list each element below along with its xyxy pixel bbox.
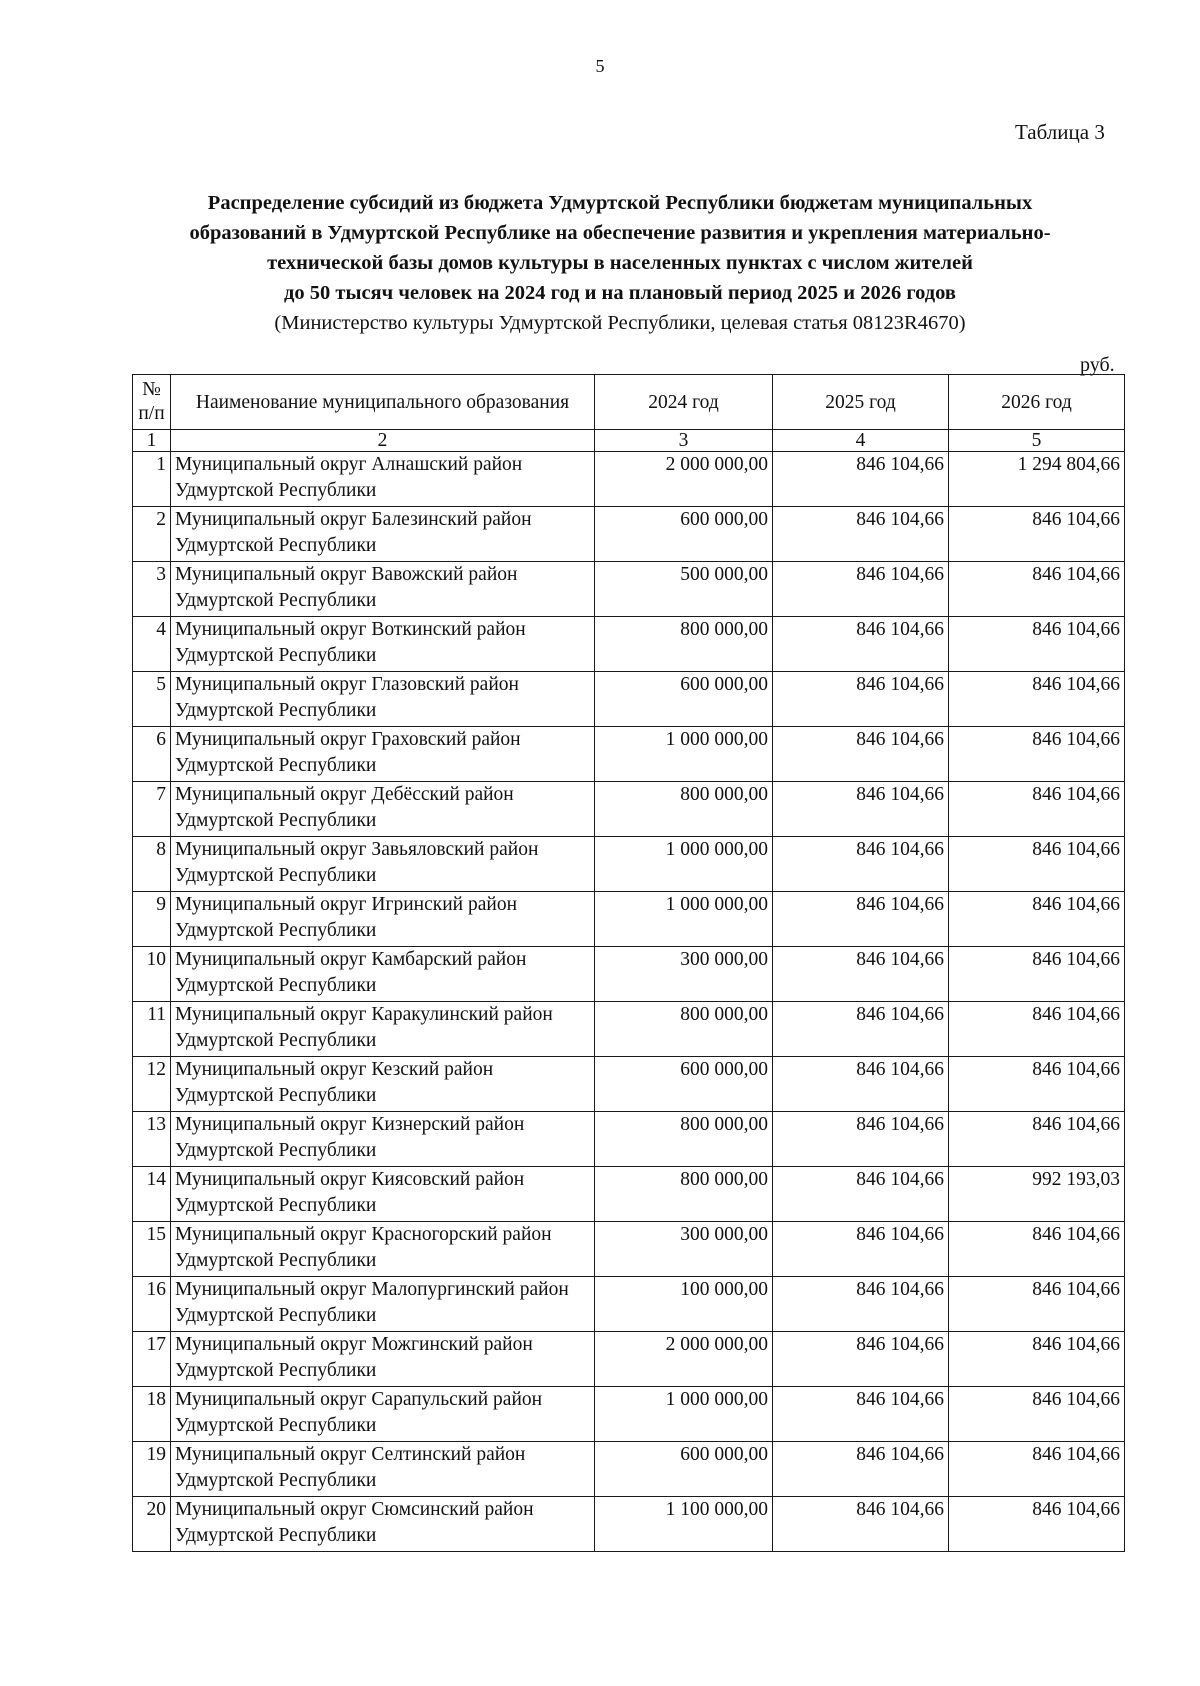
- table-row: [133, 452, 1125, 507]
- row-number: 5: [133, 672, 171, 727]
- title-line: до 50 тысяч человек на 2024 год и на плановый период 2025 и 2026 годов: [284, 282, 956, 304]
- header-2024: 2024 год: [595, 375, 773, 430]
- row-number: 20: [133, 1497, 171, 1552]
- value-2024: 800 000,00: [595, 1112, 773, 1167]
- value-2025: 846 104,66: [773, 1002, 949, 1057]
- value-2026: 846 104,66: [949, 1277, 1125, 1332]
- value-2024: 300 000,00: [595, 1222, 773, 1277]
- row-number: 10: [133, 947, 171, 1002]
- document-subtitle: (Министерство культуры Удмуртской Республики, целевая статья 08123R4670): [274, 312, 966, 334]
- municipality-name: Муниципальный округ Сюмсинский район Удмуртской Республики: [171, 1497, 595, 1552]
- municipality-name: Муниципальный округ Глазовский район Удмуртской Республики: [171, 672, 595, 727]
- row-number: 2: [133, 507, 171, 562]
- value-2024: 1 000 000,00: [595, 837, 773, 892]
- row-number: 8: [133, 837, 171, 892]
- table-row: [133, 562, 1125, 617]
- table-row: [133, 837, 1125, 892]
- table-row: [133, 1002, 1125, 1057]
- value-2024: 1 000 000,00: [595, 892, 773, 947]
- table-row: [133, 727, 1125, 782]
- column-index-row: [133, 430, 1125, 452]
- municipality-name: Муниципальный округ Красногорский район Удмуртской Республики: [171, 1222, 595, 1277]
- value-2026: 846 104,66: [949, 1002, 1125, 1057]
- units-label: руб.: [1080, 354, 1115, 376]
- value-2026: 992 193,03: [949, 1167, 1125, 1222]
- value-2026: 846 104,66: [949, 1387, 1125, 1442]
- row-number: 19: [133, 1442, 171, 1497]
- value-2025: 846 104,66: [773, 1057, 949, 1112]
- header-2026: 2026 год: [949, 375, 1125, 430]
- value-2026: 846 104,66: [949, 947, 1125, 1002]
- table-row: [133, 1332, 1125, 1387]
- municipality-name: Муниципальный округ Камбарский район Удмуртской Республики: [171, 947, 595, 1002]
- column-index: 5: [949, 430, 1125, 452]
- table-row: [133, 1277, 1125, 1332]
- value-2025: 846 104,66: [773, 1277, 949, 1332]
- value-2025: 846 104,66: [773, 1112, 949, 1167]
- subsidy-table: [132, 374, 1125, 1552]
- row-number: 16: [133, 1277, 171, 1332]
- title-line: технической базы домов культуры в населенных пунктах с числом жителей: [267, 252, 973, 274]
- table-label: Таблица 3: [1015, 120, 1105, 144]
- value-2024: 300 000,00: [595, 947, 773, 1002]
- value-2026: 846 104,66: [949, 1497, 1125, 1552]
- value-2025: 846 104,66: [773, 507, 949, 562]
- municipality-name: Муниципальный округ Можгинский район Удмуртской Республики: [171, 1332, 595, 1387]
- value-2026: 846 104,66: [949, 1222, 1125, 1277]
- value-2024: 600 000,00: [595, 507, 773, 562]
- table-row: [133, 892, 1125, 947]
- value-2024: 800 000,00: [595, 782, 773, 837]
- municipality-name: Муниципальный округ Граховский район Удмуртской Республики: [171, 727, 595, 782]
- value-2025: 846 104,66: [773, 1442, 949, 1497]
- table-row: [133, 672, 1125, 727]
- column-index: 3: [595, 430, 773, 452]
- row-number: 3: [133, 562, 171, 617]
- value-2024: 1 000 000,00: [595, 727, 773, 782]
- table-row: [133, 617, 1125, 672]
- table-row: [133, 1057, 1125, 1112]
- value-2026: 846 104,66: [949, 617, 1125, 672]
- title-line: Распределение субсидий из бюджета Удмуртской Республики бюджетам муниципальных: [207, 192, 1033, 214]
- column-index: 1: [133, 430, 171, 452]
- value-2024: 800 000,00: [595, 617, 773, 672]
- table-row: [133, 1222, 1125, 1277]
- value-2025: 846 104,66: [773, 1222, 949, 1277]
- municipality-name: Муниципальный округ Воткинский район Удмуртской Республики: [171, 617, 595, 672]
- value-2026: 846 104,66: [949, 1442, 1125, 1497]
- value-2024: 800 000,00: [595, 1167, 773, 1222]
- municipality-name: Муниципальный округ Кезский район Удмуртской Республики: [171, 1057, 595, 1112]
- document-title: [130, 188, 1110, 338]
- header-name: Наименование муниципального образования: [171, 375, 595, 430]
- municipality-name: Муниципальный округ Киясовский район Удмуртской Республики: [171, 1167, 595, 1222]
- value-2026: 1 294 804,66: [949, 452, 1125, 507]
- table-header-row: [133, 375, 1125, 430]
- municipality-name: Муниципальный округ Вавожский район Удмуртской Республики: [171, 562, 595, 617]
- row-number: 18: [133, 1387, 171, 1442]
- value-2025: 846 104,66: [773, 672, 949, 727]
- title-line: образований в Удмуртской Республике на обеспечение развития и укрепления материально-: [189, 222, 1051, 244]
- municipality-name: Муниципальный округ Алнашский район Удмуртской Республики: [171, 452, 595, 507]
- municipality-name: Муниципальный округ Сарапульский район Удмуртской Республики: [171, 1387, 595, 1442]
- value-2024: 600 000,00: [595, 1442, 773, 1497]
- value-2024: 1 000 000,00: [595, 1387, 773, 1442]
- row-number: 4: [133, 617, 171, 672]
- value-2026: 846 104,66: [949, 672, 1125, 727]
- value-2024: 600 000,00: [595, 672, 773, 727]
- value-2024: 100 000,00: [595, 1277, 773, 1332]
- value-2024: 2 000 000,00: [595, 1332, 773, 1387]
- row-number: 9: [133, 892, 171, 947]
- value-2026: 846 104,66: [949, 1057, 1125, 1112]
- municipality-name: Муниципальный округ Селтинский район Удмуртской Республики: [171, 1442, 595, 1497]
- table-row: [133, 1497, 1125, 1552]
- value-2025: 846 104,66: [773, 1497, 949, 1552]
- value-2026: 846 104,66: [949, 507, 1125, 562]
- value-2026: 846 104,66: [949, 782, 1125, 837]
- value-2025: 846 104,66: [773, 1167, 949, 1222]
- value-2025: 846 104,66: [773, 617, 949, 672]
- row-number: 7: [133, 782, 171, 837]
- value-2025: 846 104,66: [773, 1332, 949, 1387]
- row-number: 6: [133, 727, 171, 782]
- table-row: [133, 1387, 1125, 1442]
- row-number: 15: [133, 1222, 171, 1277]
- value-2025: 846 104,66: [773, 947, 949, 1002]
- value-2026: 846 104,66: [949, 892, 1125, 947]
- value-2024: 500 000,00: [595, 562, 773, 617]
- column-index: 2: [171, 430, 595, 452]
- table-body: [133, 452, 1125, 1552]
- header-2025: 2025 год: [773, 375, 949, 430]
- table-row: [133, 507, 1125, 562]
- municipality-name: Муниципальный округ Малопургинский район Удмуртской Республики: [171, 1277, 595, 1332]
- row-number: 11: [133, 1002, 171, 1057]
- table-row: [133, 947, 1125, 1002]
- municipality-name: Муниципальный округ Игринский район Удмуртской Республики: [171, 892, 595, 947]
- table-row: [133, 1112, 1125, 1167]
- municipality-name: Муниципальный округ Завьяловский район Удмуртской Республики: [171, 837, 595, 892]
- row-number: 1: [133, 452, 171, 507]
- table-row: [133, 1167, 1125, 1222]
- table-row: [133, 1442, 1125, 1497]
- value-2025: 846 104,66: [773, 782, 949, 837]
- value-2025: 846 104,66: [773, 727, 949, 782]
- value-2026: 846 104,66: [949, 1332, 1125, 1387]
- value-2025: 846 104,66: [773, 1387, 949, 1442]
- header-num: № п/п: [133, 375, 171, 430]
- value-2026: 846 104,66: [949, 1112, 1125, 1167]
- value-2025: 846 104,66: [773, 892, 949, 947]
- value-2025: 846 104,66: [773, 452, 949, 507]
- municipality-name: Муниципальный округ Дебёсский район Удмуртской Республики: [171, 782, 595, 837]
- column-index: 4: [773, 430, 949, 452]
- municipality-name: Муниципальный округ Каракулинский район Удмуртской Республики: [171, 1002, 595, 1057]
- value-2026: 846 104,66: [949, 837, 1125, 892]
- value-2026: 846 104,66: [949, 727, 1125, 782]
- table-row: [133, 782, 1125, 837]
- value-2025: 846 104,66: [773, 562, 949, 617]
- page-number: 5: [595, 56, 605, 76]
- row-number: 12: [133, 1057, 171, 1112]
- row-number: 17: [133, 1332, 171, 1387]
- value-2024: 800 000,00: [595, 1002, 773, 1057]
- row-number: 14: [133, 1167, 171, 1222]
- value-2026: 846 104,66: [949, 562, 1125, 617]
- value-2024: 600 000,00: [595, 1057, 773, 1112]
- value-2025: 846 104,66: [773, 837, 949, 892]
- municipality-name: Муниципальный округ Кизнерский район Удмуртской Республики: [171, 1112, 595, 1167]
- municipality-name: Муниципальный округ Балезинский район Удмуртской Республики: [171, 507, 595, 562]
- row-number: 13: [133, 1112, 171, 1167]
- value-2024: 1 100 000,00: [595, 1497, 773, 1552]
- value-2024: 2 000 000,00: [595, 452, 773, 507]
